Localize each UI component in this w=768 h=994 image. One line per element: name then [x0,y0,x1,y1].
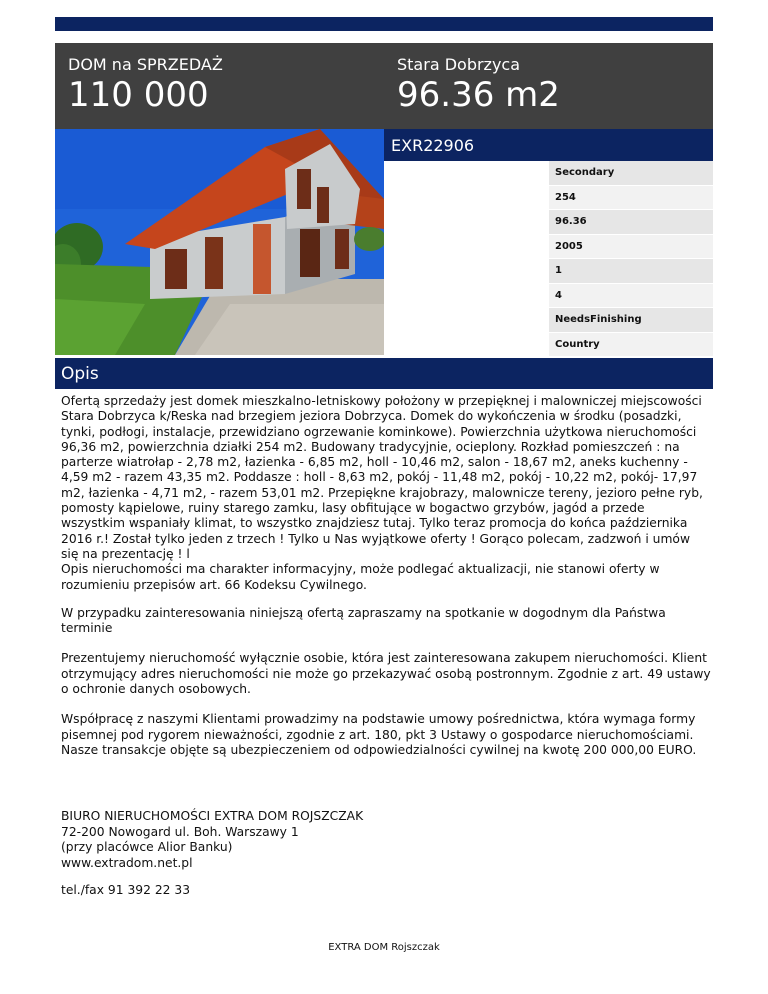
param-value: NeedsFinishing [555,314,642,325]
param-row [384,284,713,309]
offer-id: EXR22906 [391,136,475,155]
description-header [55,358,713,389]
property-type: DOM na SPRZEDAŻ [68,55,223,74]
param-row [384,333,713,358]
param-value: 254 [555,191,576,203]
offer-header [55,43,713,129]
paragraph: Prezentujemy nieruchomość wyłącznie osobie, która jest zainteresowana zakupem nieruchomości. Klient otrzymujący adres nieruchomości nie może go przekazywać osobą postronnym. Zgodnie z art. 49 ustawy o ochronie danych osobowych. [61,651,711,697]
agency-website[interactable]: www.extradom.net.pl [61,855,193,870]
param-value: Secondary [555,167,615,178]
description [61,394,711,773]
paragraph: W przypadku zainteresowania niniejszą ofertą zapraszamy na spotkanie w dogodnym dla Państwa terminie [61,605,666,636]
price: 110 000 [68,75,209,115]
param-row [384,161,713,186]
offer-id-bar [384,129,713,161]
param-value: 4 [555,289,562,301]
param-row [384,186,713,211]
param-row [384,210,713,235]
params-table [384,161,713,357]
param-row [384,235,713,260]
area: 96.36 m2 [397,75,560,115]
property-photo [55,129,384,355]
param-value: 2005 [555,240,583,252]
section-title: Opis [61,364,99,384]
agency-name: BIURO NIERUCHOMOŚCI EXTRA DOM ROJSZCZAK [61,809,364,823]
agency-contact [61,809,363,871]
description-text: Ofertą sprzedaży jest domek mieszkalno-letniskowy położony w przepięknej i malowniczej miejscowości Stara Dobrzyca k/Reska nad brzegiem jeziora Dobrzyca. Domek do wykończenia w środku (posadzki, tynki, podłogi, instalacje, przewidziano ogrzewanie kominkowe). Powierzchnia użytkowa nieruchomości 96,36 m2, powierzchnia działki 254 m2. Budowany tradycyjnie, ocieplony. Rozkład pomieszczeń : na parterze wiatrołap - 2,78 m2, łazienka - 6,85 m2, holl - 10,46 m2, salon - 18,67 m2, aneks kuchenny - 4,59 m2 - razem 43,35 m2. Poddasze : holl - 8,63 m2, pokój - 11,48 m2, pokój - 10,22 m2, pokój- 17,97 m2, łazienka - 4,71 m2, - razem 53,01 m2. Przepiękne krajobrazy, malownicze tereny, jezioro pełne ryb, pomosty kąpielowe, ruiny starego zamku, lasy obfitujące w bogactwo grzybów, jagód a przede wszystkim wspaniały klimat, to wszystko znajdziesz tutaj. Tylko teraz promocja do końca października 2016 r.! Został tylko jeden z trzech ! Tylko u Nas wyjątkowe oferty ! Gorąco polecam, zadzwoń i umów się na prezentację ! l Opis nieruchomości ma charakter informacyjny, może podlegać aktualizacji, nie stanowi oferty w rozumieniu przepisów art. 66 Kodeksu Cywilnego. [61,394,703,592]
param-value: Country [555,338,600,350]
agency-phone: tel./fax 91 392 22 33 [61,883,191,897]
top-bar [55,17,713,31]
agency-note: (przy placówce Alior Banku) [61,840,233,854]
location: Stara Dobrzyca [397,55,521,74]
param-value: 1 [555,265,562,276]
param-value: 96.36 [555,216,587,227]
paragraph: Współpracę z naszymi Klientami prowadzimy na podstawie umowy pośrednictwa, która wymaga formy pisemnej pod rygorem nieważności, zgodnie z art. 180, pkt 3 Ustawy o gospodarce nieruchomościami. Nasze transakcje objęte są ubezpieczeniem od odpowiedzialności cywilnej na kwotę 200 000,00 EURO. [61,712,697,757]
param-row [384,308,713,333]
agency-address: 72-200 Nowogard ul. Boh. Warszawy 1 [61,824,299,839]
param-row [384,259,713,284]
footer: EXTRA DOM Rojszczak [328,942,440,953]
